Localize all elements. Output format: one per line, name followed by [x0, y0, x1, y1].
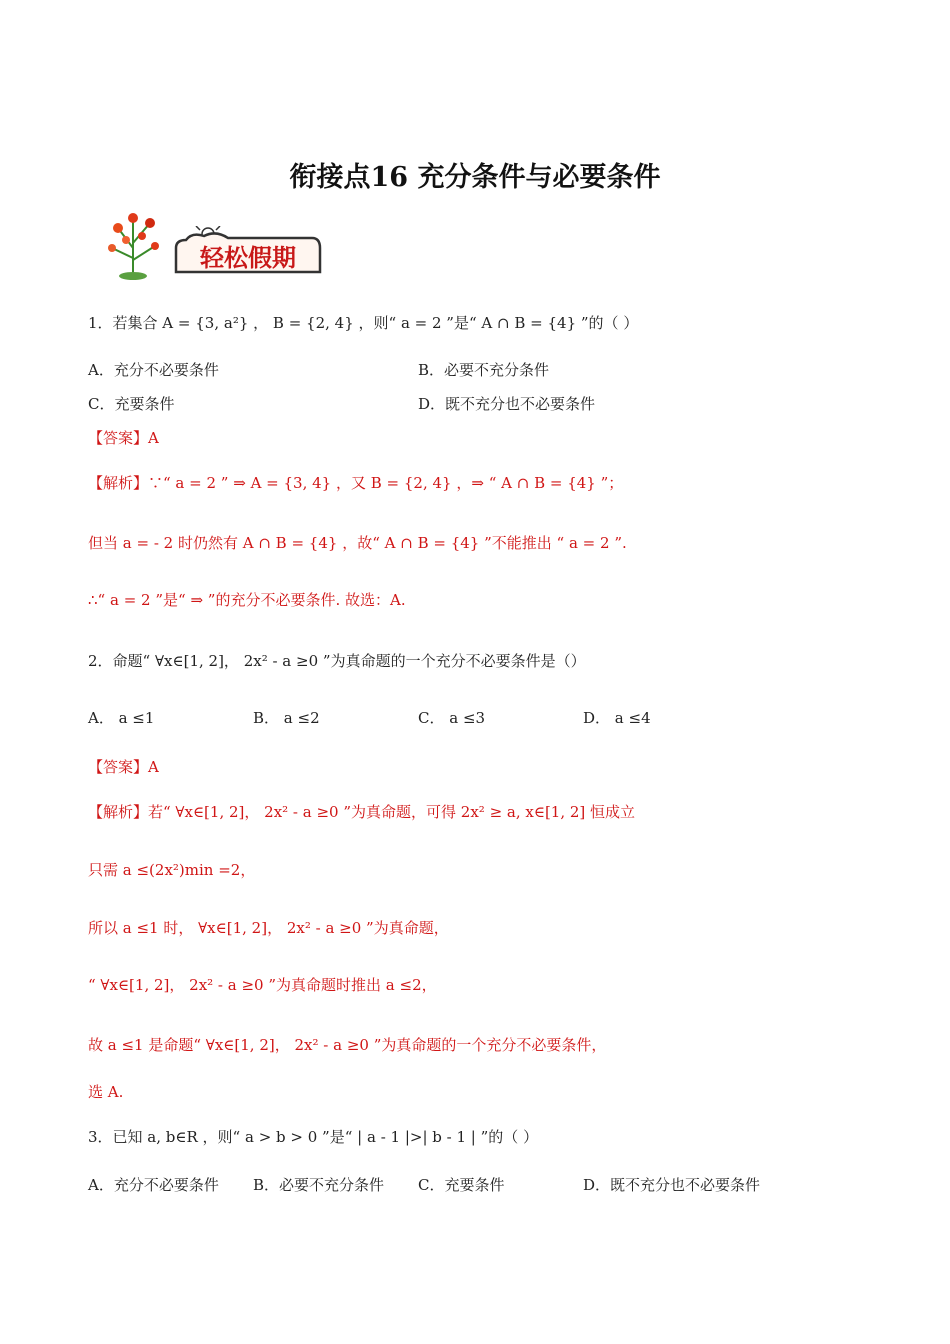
q3-option-b: B．必要不充分条件	[253, 1176, 385, 1194]
q2-analysis-4: “ ∀x∈[1, 2]， 2x² - a ≥0 ”为真命题时推出 a ≤2，	[88, 976, 437, 994]
q1-analysis-3: ∴“ a = 2 ”是“ ⇒ ”的充分不必要条件. 故选：A.	[88, 591, 406, 609]
q1-stem: 1．若集合 A = {3, a²} ， B = {2, 4} ，则“ a = 2 ”是“ A ∩ B = {4} ”的（ ）	[88, 314, 639, 332]
q2-analysis-2: 只需 a ≤(2x²)min =2，	[88, 861, 256, 879]
q3-option-d: D．既不充分也不必要条件	[583, 1176, 761, 1194]
holiday-banner	[172, 226, 322, 274]
q2-option-d: D． a ≤4	[583, 709, 651, 727]
q1-answer: 【答案】A	[88, 429, 159, 447]
q2-analysis-6: 选 A.	[88, 1083, 124, 1101]
q1-analysis-2: 但当 a = - 2 时仍然有 A ∩ B = {4} ，故“ A ∩ B = {4} ”不能推出 “ a = 2 ”.	[88, 534, 627, 552]
q1-option-c: C．充要条件	[88, 395, 175, 413]
q3-option-c: C．充要条件	[418, 1176, 505, 1194]
flower-illustration	[100, 198, 166, 280]
q2-option-b: B． a ≤2	[253, 709, 320, 727]
q1-option-d: D．既不充分也不必要条件	[418, 395, 596, 413]
q3-option-a: A．充分不必要条件	[88, 1176, 219, 1194]
banner-text: 轻松假期	[200, 243, 296, 272]
q2-analysis-1: 【解析】若“ ∀x∈[1, 2]， 2x² - a ≥0 ”为真命题，可得 2x² ≥ a, x∈[1, 2] 恒成立	[88, 803, 636, 821]
q1-option-a: A．充分不必要条件	[88, 361, 219, 379]
q2-option-c: C． a ≤3	[418, 709, 486, 727]
q2-stem: 2．命题“ ∀x∈[1, 2]， 2x² - a ≥0 ”为真命题的一个充分不必要条件是（）	[88, 652, 586, 670]
q1-analysis-1: 【解析】∵“ a = 2 ” ⇒ A = {3, 4} ，又 B = {2, 4} ，⇒ “ A ∩ B = {4} ”；	[88, 474, 624, 492]
q1-option-b: B．必要不充分条件	[418, 361, 550, 379]
q2-analysis-5: 故 a ≤1 是命题“ ∀x∈[1, 2]， 2x² - a ≥0 ”为真命题的一个充分不必要条件，	[88, 1036, 607, 1054]
q2-answer: 【答案】A	[88, 758, 159, 776]
q3-stem: 3．已知 a, b∈R ，则“ a > b > 0 ”是“ | a - 1 |>| b - 1 | ”的（ ）	[88, 1128, 539, 1146]
page-title: 衔接点16 充分条件与必要条件	[289, 162, 661, 193]
q2-analysis-3: 所以 a ≤1 时， ∀x∈[1, 2]， 2x² - a ≥0 ”为真命题，	[88, 919, 449, 937]
q2-option-a: A． a ≤1	[88, 709, 155, 727]
